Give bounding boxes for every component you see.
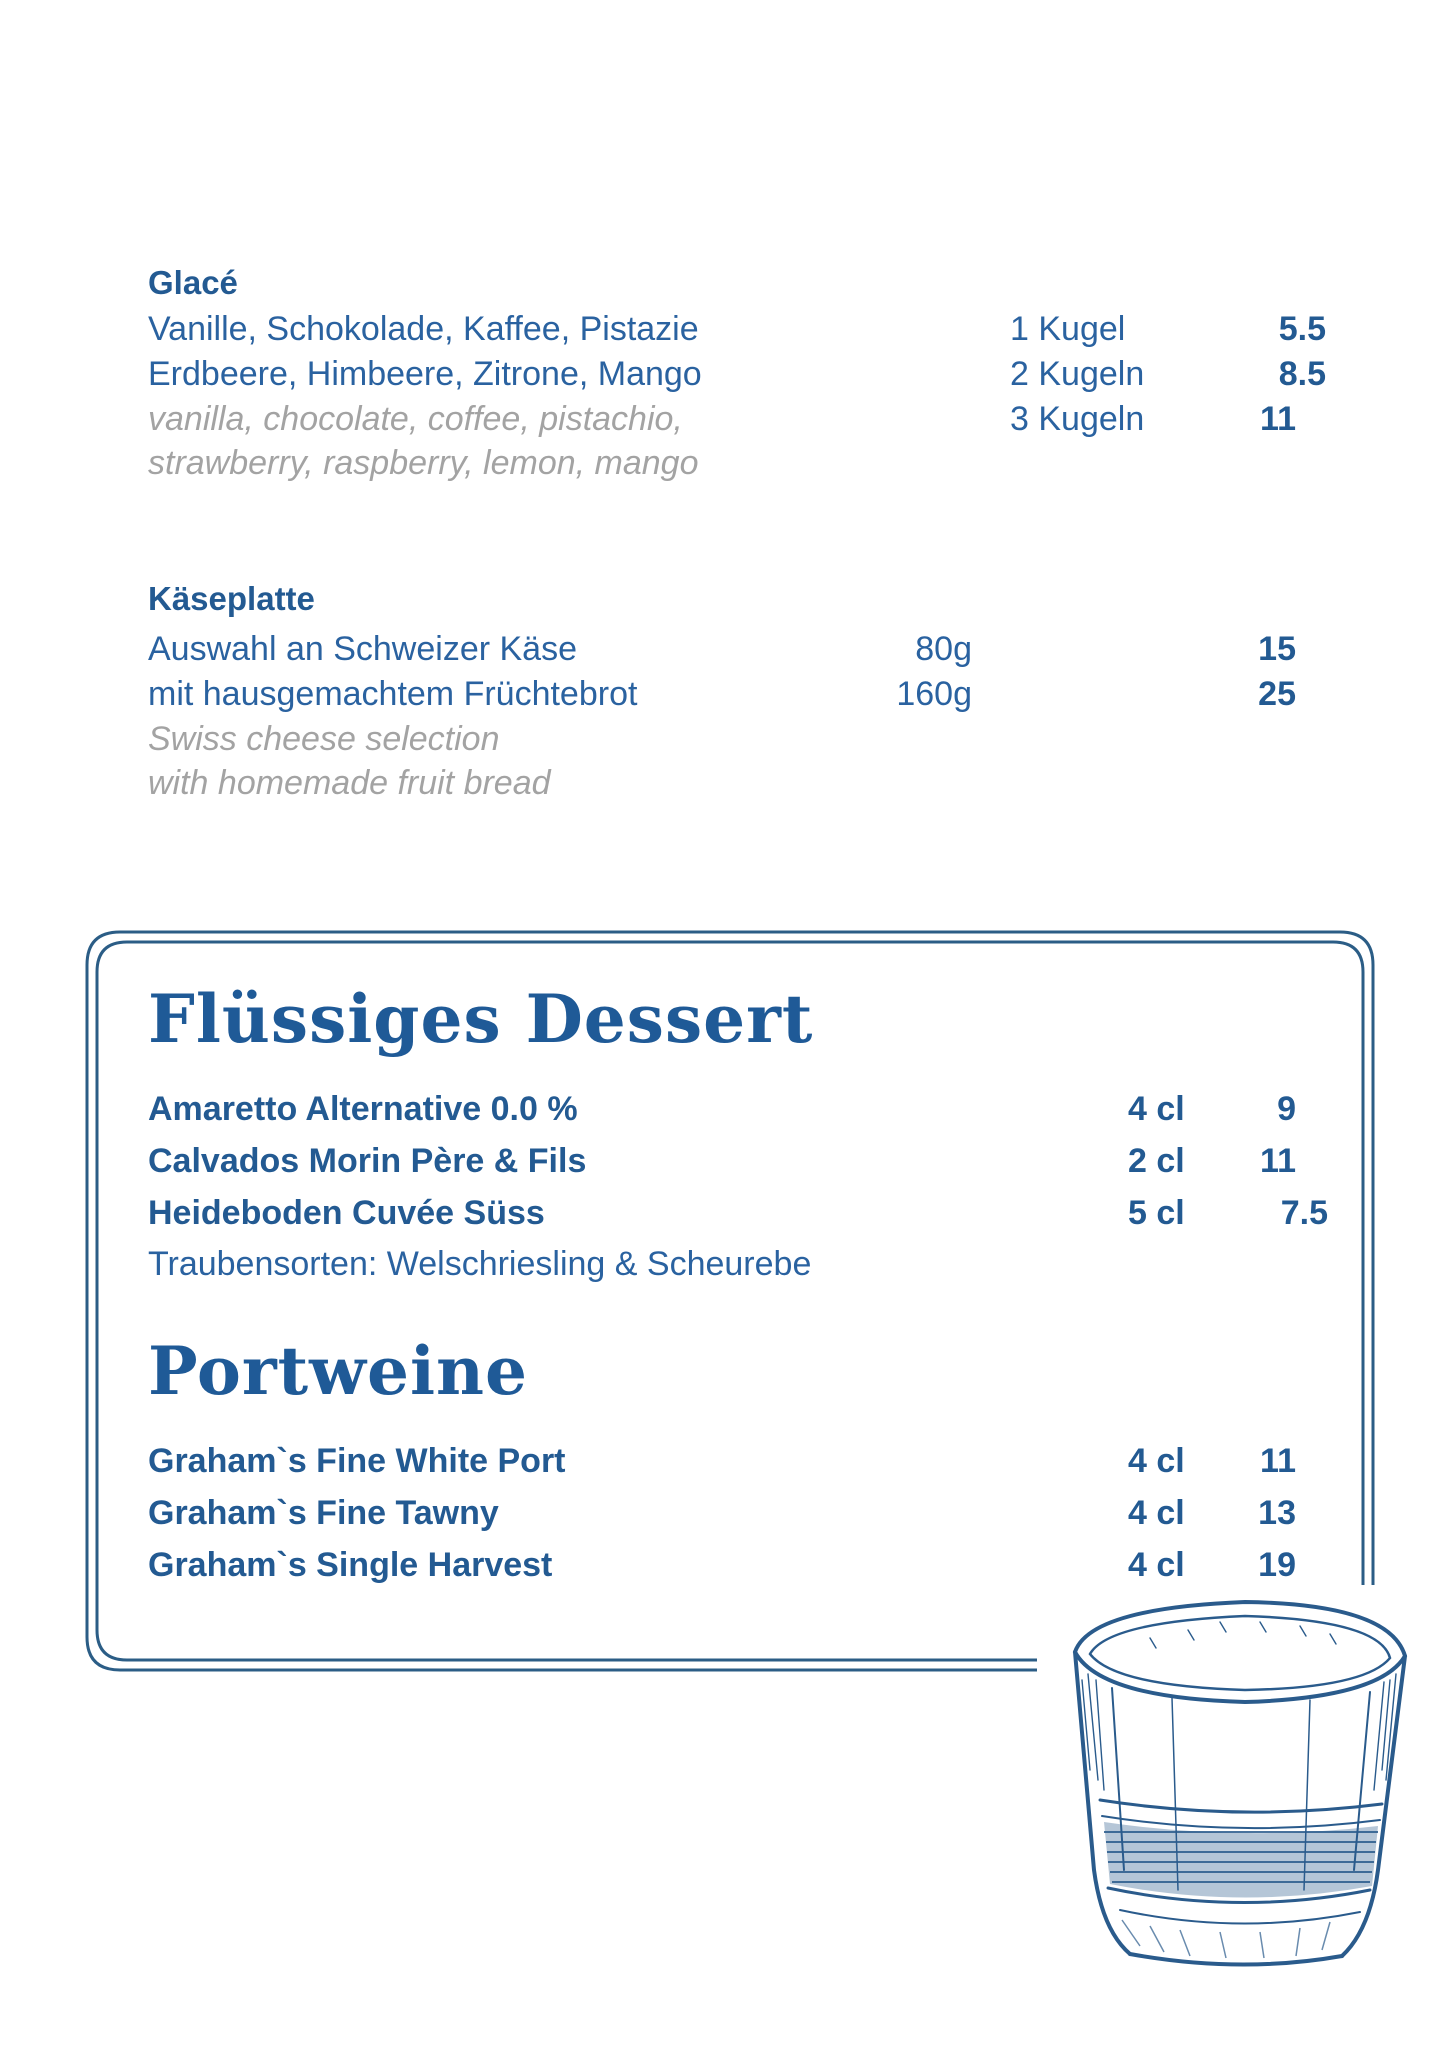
glace-size-1: 1 Kugel [1010,310,1126,348]
glace-de-line-2: Erdbeere, Himbeere, Zitrone, Mango [148,355,702,393]
glace-price-3: 11 [1260,400,1296,438]
kaeseplatte-de-line-1: Auswahl an Schweizer Käse [148,630,578,668]
kaeseplatte-price-1: 15 [1258,630,1296,668]
dessert-item-price: 7.5 [1280,1194,1328,1232]
kaeseplatte-en-line-1: Swiss cheese selection [148,720,500,758]
port-item-price: 13 [1258,1494,1296,1532]
dessert-item-name: Heideboden Cuvée Süss [148,1194,545,1232]
port-item-size: 4 cl [1128,1442,1185,1480]
portweine-title: Portweine [148,1332,528,1410]
kaeseplatte-weight-1: 80g [915,630,972,668]
kaeseplatte-en-line-2: with homemade fruit bread [148,764,551,802]
dessert-grape-note: Traubensorten: Welschriesling & Scheurebe [148,1245,812,1283]
kaeseplatte-title: Käseplatte [148,580,315,617]
port-item-size: 4 cl [1128,1494,1185,1532]
dessert-item-price: 11 [1260,1142,1296,1180]
kaeseplatte-price-2: 25 [1258,675,1296,713]
glace-en-line-1: vanilla, chocolate, coffee, pistachio, [148,400,683,438]
whisky-glass-illustration [1060,1570,1420,1990]
fluessiges-dessert-title: Flüssiges Dessert [148,980,814,1058]
dessert-item-size: 5 cl [1128,1194,1185,1232]
glace-en-line-2: strawberry, raspberry, lemon, mango [148,444,699,482]
port-item-price: 19 [1258,1546,1296,1584]
port-item-price: 11 [1260,1442,1296,1480]
glace-price-1: 5.5 [1278,310,1326,348]
port-item-name: Graham`s Fine White Port [148,1442,566,1480]
dessert-item-size: 4 cl [1128,1090,1185,1128]
port-item-size: 4 cl [1128,1546,1185,1584]
glace-title: Glacé [148,264,238,301]
dessert-item-name: Amaretto Alternative 0.0 % [148,1090,578,1128]
port-item-name: Graham`s Fine Tawny [148,1494,499,1532]
dessert-item-price: 9 [1277,1090,1296,1128]
port-item-name: Graham`s Single Harvest [148,1546,553,1584]
glace-size-3: 3 Kugeln [1010,400,1145,438]
dessert-item-name: Calvados Morin Père & Fils [148,1142,587,1180]
kaeseplatte-de-line-2: mit hausgemachtem Früchtebrot [148,675,638,713]
kaeseplatte-weight-2: 160g [896,675,972,713]
glace-de-line-1: Vanille, Schokolade, Kaffee, Pistazie [148,310,699,348]
dessert-item-size: 2 cl [1128,1142,1185,1180]
glace-price-2: 8.5 [1278,355,1326,393]
glace-size-2: 2 Kugeln [1010,355,1145,393]
